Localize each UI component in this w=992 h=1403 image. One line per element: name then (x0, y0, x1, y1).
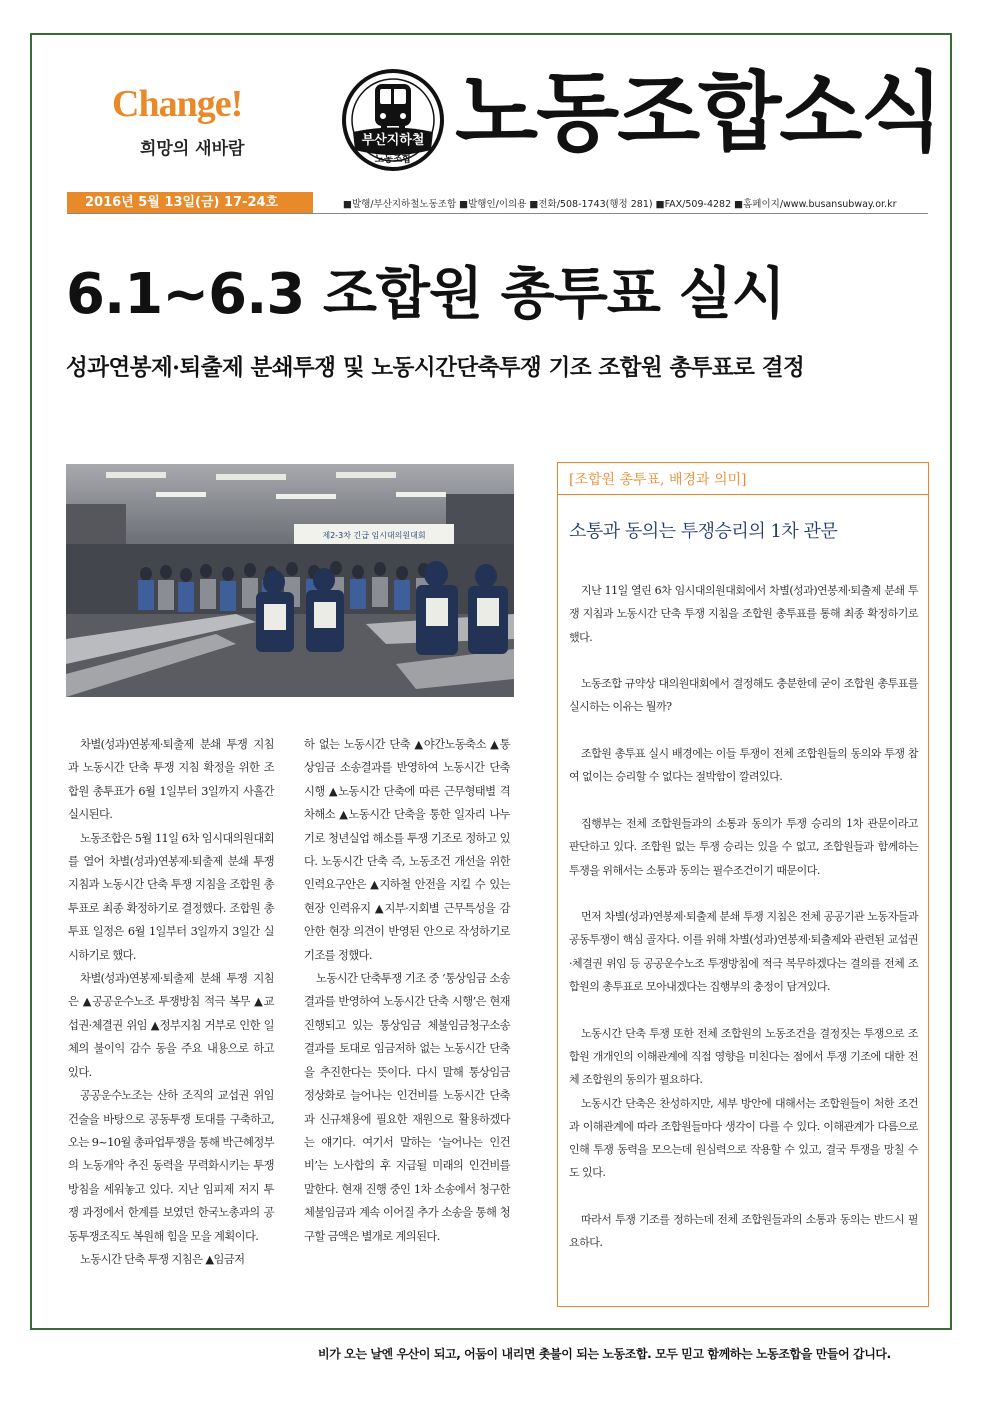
sidebar-box (557, 462, 929, 1307)
photo-banner-text: 제2-3차 긴급 임시대의원대회 (322, 531, 426, 540)
article-paragraph: 노동시간 단축투쟁 기조 중 ‘통상임금 소송결과를 반영하여 노동시간 단축 시행’은 현재 진행되고 있는 통상임금 체불임금청구소송 결과를 토대로 임금저하 없는 노동시간 단축을 추진한다는 뜻이다. 다시 말해 통상임금 정상화로 늘어나는 인건비를 노동시간 단축과 신규채용에 필요한 재원으로 활용하겠다는 얘기다. 여기서 말하는 ‘늘어나는 인건비’는 노사합의 후 지급될 미래의 인건비를 말한다. 현재 진행 중인 1차 소송에서 청구한 체불임금과 계속 이어질 추가 소송을 통해 청구할 금액은 별개로 계의된다. (304, 972, 510, 1243)
meeting-photo (66, 464, 514, 697)
issue-date-bar: 2016년 5월 13일(금) 17-24호 (67, 192, 313, 214)
article-column-1 (68, 733, 274, 1271)
article-paragraph: 공공운수노조는 산하 조직의 교섭권 위임건술을 바탕으로 공동투쟁 토대를 구축하고, 오는 9~10월 총파업투쟁을 통해 박근혜정부의 노동개악 추진 동력을 무력화시키는 투쟁방침을 세워놓고 있다. 지난 임피제 저지 투쟁 과정에서 한계를 보였던 한국노총과의 공동투쟁조직도 복원해 힘을 모을 계획이다. (68, 1089, 274, 1243)
article-paragraph: 차별(성과)연봉제·퇴출제 분쇄 투쟁 지침과 노동시간 단축 투쟁 지침 확정을 위한 조합원 총투표가 6월 1일부터 3일까지 사흘간 실시된다. (68, 738, 274, 822)
sub-headline: 성과연봉제·퇴출제 분쇄투쟁 및 노동시간단축투쟁 기조 조합원 총투표로 결정 (66, 355, 805, 381)
article-paragraph: 차별(성과)연봉제·퇴출제 분쇄 투쟁 지침은 ▲공공운수노조 투쟁방침 적극 복무 ▲교섭권·체결권 위임 ▲정부지침 거부로 인한 일체의 불이익 감수 동을 주요 내용으로 하고 있다. (68, 972, 274, 1079)
sidebar-paragraph: 지난 11일 열린 6차 임시대의원대회에서 차별(성과)연봉제·퇴출제 분쇄 투쟁 지침과 노동시간 단축 투쟁 지침을 조합원 총투표를 통해 최종 확정하기로 했다. (569, 584, 918, 644)
article-paragraph: 노동시간 단축 투쟁 지침은 ▲임금저 (80, 1252, 245, 1266)
sidebar-paragraph: 노동조합 규약상 대의원대회에서 결정해도 충분한데 굳이 조합원 총투표를 실시하는 이유는 뭘까? (569, 677, 918, 714)
sidebar-tag-divider (558, 494, 928, 495)
sidebar-title: 소통과 동의는 투쟁승리의 1차 관문 (569, 521, 838, 542)
sidebar-paragraph: 노동시간 단축 투쟁 또한 전체 조합원의 노동조건을 결정짓는 투쟁으로 조합원 개개인의 이해관계에 직접 영향을 미친다는 점에서 투쟁 기조에 대한 전체 조합원의 동의가 필요하다. (569, 1026, 918, 1087)
hope-slogan: 희망의 새바람 (140, 139, 245, 159)
logo-text-bottom: 노동조합 (374, 154, 412, 165)
header-divider (67, 213, 928, 214)
union-logo-icon (341, 68, 445, 172)
logo-text-top: 부산지하철 (361, 133, 425, 148)
footer-slogan: 비가 오는 날엔 우산이 되고, 어둠이 내리면 촛불이 되는 노동조합. 모두 믿고 함께하는 노동조합을 만들어 갑니다. (318, 1347, 891, 1361)
masthead-title: 노동조합소식 (455, 62, 942, 163)
sidebar-paragraph: 따라서 투쟁 기조를 정하는데 전체 조합원들과의 소통과 동의는 반드시 필요하다. (569, 1213, 918, 1250)
publisher-info: ■발행/부산지하철노동조합 ■발행인/이의용 ■전화/508-1743(행정 281) ■FAX/509-4282 ■홈페이지/www.busansubway.or.kr (343, 199, 897, 210)
sidebar-paragraph: 조합원 총투표 실시 배경에는 이들 투쟁이 전체 조합원들의 동의와 투쟁 참여 없이는 승리할 수 없다는 절박함이 깔려있다. (569, 747, 918, 784)
sidebar-body (569, 579, 918, 1255)
change-slogan: Change! (112, 83, 243, 125)
article-paragraph: 하 없는 노동시간 단축 ▲야간노동축소 ▲통상임금 소송결과를 반영하여 노동시간 단축 시행 ▲노동시간 단축에 따른 근무형태별 격차해소 ▲노동시간 단축을 통한 일자리 나누기로 청년실업 해소를 투쟁 기조로 정하고 있다. 노동시간 단축 즉, 노동조건 개선을 위한 인력요구안은 ▲지하철 안전을 지킬 수 있는 현장 인력유지 ▲지부·지회별 근무특성을 감안한 현장 의견이 반영된 안으로 작성하기로 기조를 정했다. (304, 738, 510, 962)
sidebar-paragraph: 먼저 차별(성과)연봉제·퇴출제 분쇄 투쟁 지침은 전체 공공기관 노동자들과 공동투쟁이 핵심 골자다. 이를 위해 차별(성과)연봉제·퇴출제와 관련된 교섭권·체결권 위임 등 공공운수노조 투쟁방침에 적극 복무하겠다는 결의를 전체 조합원의 총투표로 모아내겠다는 집행부의 충정이 담겨있다. (569, 910, 918, 994)
article-paragraph: 노동조합은 5월 11일 6차 임시대의원대회를 열어 차별(성과)연봉제·퇴출제 분쇄 투쟁 지침과 노동시간 단축 투쟁 지침을 조합원 총투표로 최종 확정하기로 결정했다. 조합원 총투표 일정은 6월 1일부터 3일까지 3일간 실시하기로 했다. (68, 831, 274, 962)
sidebar-tag: [조합원 총투표, 배경과 의미] (569, 472, 747, 488)
sidebar-paragraph: 집행부는 전체 조합원들과의 소통과 동의가 투쟁 승리의 1차 관문이라고 판단하고 있다. 조합원 없는 투쟁 승리는 있을 수 없고, 조합원들과 함께하는 투쟁을 위해서는 소통과 동의는 필수조건이기 때문이다. (569, 816, 918, 877)
main-headline: 6.1~6.3 조합원 총투표 실시 (66, 262, 785, 327)
sidebar-paragraph: 노동시간 단축은 찬성하지만, 세부 방안에 대해서는 조합원들이 처한 조건과 이해관계에 따라 조합원들마다 생각이 다를 수 있다. 이해관계가 다름으로 인해 투쟁 동력을 모으는데 원심력으로 작용할 수 있고, 결국 투쟁을 망칠 수도 있다. (569, 1096, 918, 1180)
article-column-2 (304, 733, 510, 1248)
